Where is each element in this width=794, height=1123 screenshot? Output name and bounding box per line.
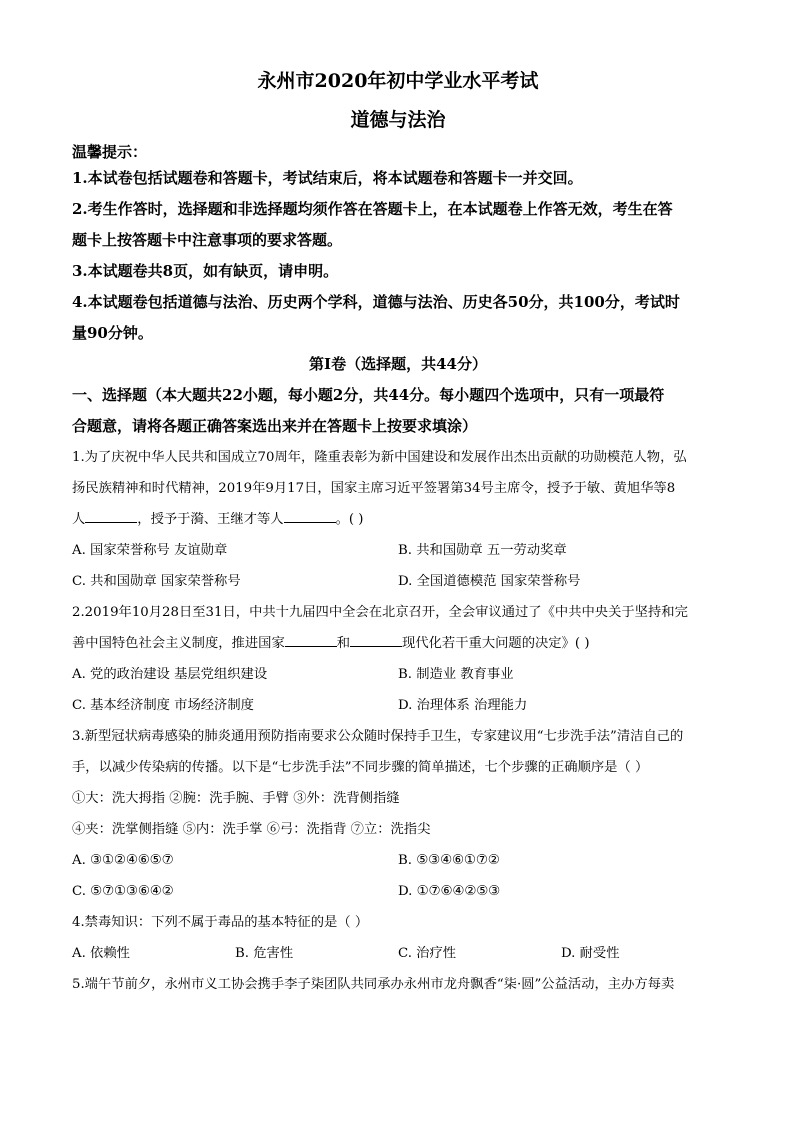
q4-option-d: D. 耐受性: [561, 946, 620, 961]
q4-options-row: [72, 938, 724, 969]
exam-page: [72, 66, 724, 1000]
q3-option-c: C. ⑤⑦①③⑥④②: [72, 884, 174, 899]
tip-2a: 2.考生作答时，选择题和非选择题均须作答在答题卡上，在本试题卷上作答无效，考生在答: [72, 200, 673, 218]
q3-option-b: B. ⑤③④⑥①⑦②: [398, 853, 500, 868]
answer-blank: [85, 508, 137, 523]
q3-option-d: D. ①⑦⑥④②⑤③: [398, 884, 501, 899]
q5-line-1: 5.端午节前夕，永州市义工协会携手李子柒团队共同承办永州市龙舟飘香“柒·圆”公益活动，主办方每卖: [72, 977, 675, 992]
q2-text-c: 现代化若干重大问题的决定》( ): [402, 636, 590, 651]
q1-options-row-2: [72, 566, 724, 597]
tip-2b: 题卡上按答题卡中注意事项的要求答题。: [72, 231, 343, 249]
q1-line-3: [72, 504, 724, 535]
q4-option-a: A. 依赖性: [72, 946, 130, 961]
q1-options-row-1: [72, 535, 724, 566]
q1-text-b: ，授予于漪、王继才等人: [137, 512, 284, 527]
q3-options-row-1: [72, 845, 724, 876]
q1-option-b: B. 共和国勋章 五一劳动奖章: [398, 543, 567, 558]
q2-options-row-1: [72, 659, 724, 690]
q1-text-a: 人: [72, 512, 86, 527]
part1-instructions-a: 一、选择题（本大题共22小题，每小题2分，共44分。每小题四个选项中，只有一项最符: [72, 386, 665, 404]
q1-option-d: D. 全国道德模范 国家荣誉称号: [398, 574, 581, 589]
q1-line-2: 扬民族精神和时代精神，2019年9月17日，国家主席习近平签署第34号主席令，授予于敏、黄旭华等8: [72, 481, 676, 496]
q2-line-2: [72, 628, 724, 659]
q1-option-c: C. 共和国勋章 国家荣誉称号: [72, 574, 241, 589]
subject-title: 道德与法治: [350, 109, 446, 131]
q3-steps-1: ①大：洗大拇指 ②腕：洗手腕、手臂 ③外：洗背侧指缝: [72, 791, 400, 806]
q2-option-a: A. 党的政治建设 基层党组织建设: [72, 667, 268, 682]
q4-line-1: 4.禁毒知识：下列不属于毒品的基本特征的是（ ）: [72, 915, 369, 930]
q4-option-b: B. 危害性: [235, 946, 294, 961]
q4-option-c: C. 治疗性: [398, 946, 457, 961]
q3-options-row-2: [72, 876, 724, 907]
q1-text-c: 。( ): [335, 512, 364, 527]
exam-title: 永州市2020年初中学业水平考试: [257, 70, 539, 92]
q3-line-1: 3.新型冠状病毒感染的肺炎通用预防指南要求公众随时保持手卫生，专家建议用“七步洗手法”清洁自己的: [72, 729, 684, 744]
answer-blank: [350, 632, 402, 647]
answer-blank: [285, 632, 337, 647]
q2-option-c: C. 基本经济制度 市场经济制度: [72, 698, 254, 713]
tip-3: 3.本试题卷共8页，如有缺页，请申明。: [72, 262, 339, 280]
part1-heading: 第Ⅰ卷（选择题，共44分）: [309, 355, 487, 373]
q1-line-1: 1.为了庆祝中华人民共和国成立70周年，隆重表彰为新中国建设和发展作出杰出贡献的功勋模范人物，弘: [72, 450, 687, 465]
q3-option-a: A. ③①②④⑥⑤⑦: [72, 853, 174, 868]
q3-line-2: 手，以减少传染病的传播。以下是“七步洗手法”不同步骤的简单描述，七个步骤的正确顺序是（ ）: [72, 760, 649, 775]
q2-option-b: B. 制造业 教育事业: [398, 667, 514, 682]
q2-text-b: 和: [336, 636, 351, 651]
part1-instructions-b: 合题意，请将各题正确答案选出来并在答题卡上按要求填涂）: [72, 417, 478, 435]
q3-steps-2: ④夹：洗掌侧指缝 ⑤内：洗手掌 ⑥弓：洗指背 ⑦立：洗指尖: [72, 822, 431, 837]
tip-1: 1.本试卷包括试题卷和答题卡，考试结束后，将本试题卷和答题卡一并交回。: [72, 169, 583, 187]
q2-line-1: 2.2019年10月28日至31日，中共十九届四中全会在北京召开，全会审议通过了《中共中央关于坚持和完: [72, 605, 688, 620]
answer-blank: [284, 508, 336, 523]
tip-4a: 4.本试题卷包括道德与法治、历史两个学科，道德与法治、历史各50分，共100分，考试时: [72, 293, 680, 311]
q1-option-a: A. 国家荣誉称号 友谊勋章: [72, 543, 228, 558]
q2-options-row-2: [72, 690, 724, 721]
q2-option-d: D. 治理体系 治理能力: [398, 698, 528, 713]
tip-4b: 量90分钟。: [72, 324, 153, 342]
tips-heading: 温馨提示：: [72, 143, 148, 161]
q2-text-a: 善中国特色社会主义制度，推进国家: [72, 636, 285, 651]
